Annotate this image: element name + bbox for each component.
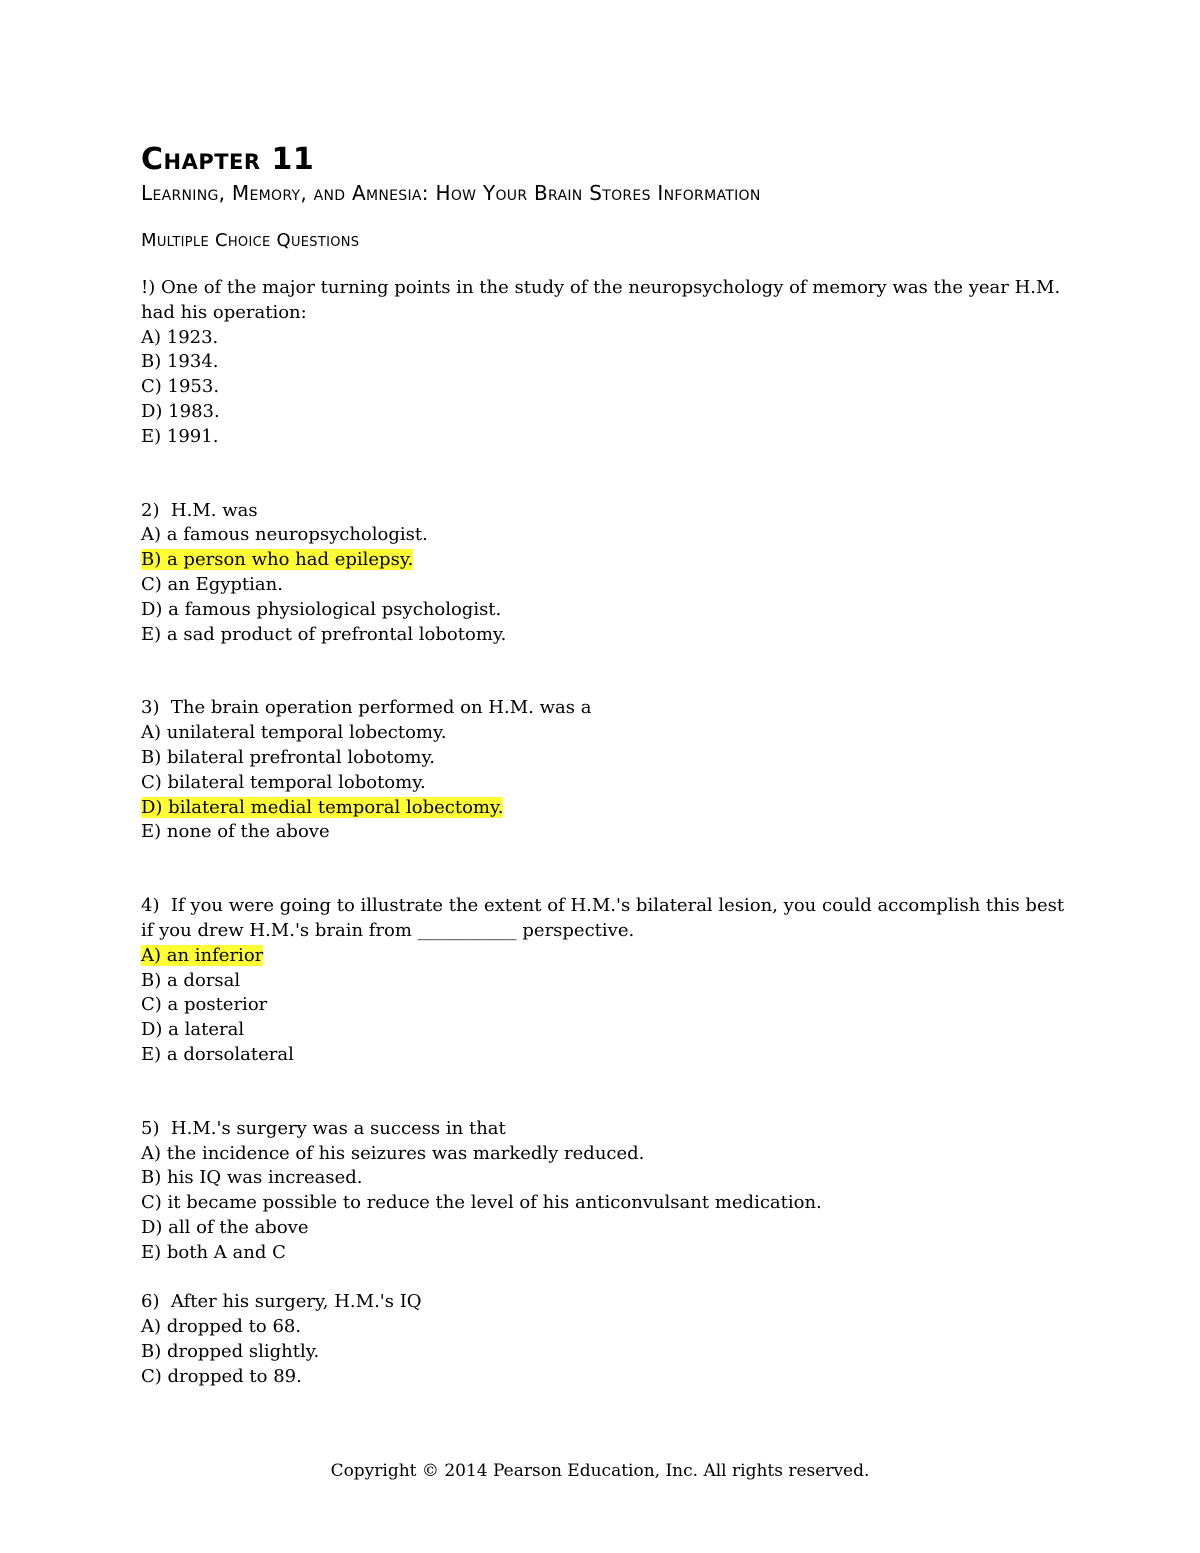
question-spacer [141, 647, 1071, 696]
option-text: D) bilateral medial temporal lobectomy. [141, 796, 504, 818]
answer-option [141, 573, 1071, 598]
answer-option [141, 598, 1071, 623]
answer-option [141, 1365, 1071, 1390]
answer-option [141, 1166, 1071, 1191]
option-text: B) dropped slightly. [141, 1340, 320, 1362]
option-text: C) it became possible to reduce the level of his anticonvulsant medication. [141, 1192, 822, 1214]
answer-option [141, 1340, 1071, 1365]
question-6 [141, 1290, 1071, 1389]
option-text: A) unilateral temporal lobectomy. [141, 722, 447, 744]
answer-option [141, 746, 1071, 771]
option-text: E) 1991. [141, 425, 219, 447]
answer-option [141, 400, 1071, 425]
option-text: C) bilateral temporal lobotomy. [141, 771, 426, 793]
question-spacer [141, 845, 1071, 894]
question-stem: 6) After his surgery, H.M.'s IQ [141, 1291, 422, 1313]
option-text: A) the incidence of his seizures was markedly reduced. [141, 1142, 645, 1164]
question-5 [141, 1117, 1071, 1266]
question-3 [141, 696, 1071, 845]
question-2 [141, 499, 1071, 648]
section-heading: Multiple Choice Questions [141, 230, 360, 251]
answer-option [141, 425, 1071, 450]
question-stem: 4) If you were going to illustrate the extent of H.M.'s bilateral lesion, you could accomplish this best if you drew H.M.'s brain from ___________ perspective. [141, 895, 1070, 941]
option-text: D) a famous physiological psychologist. [141, 598, 502, 620]
option-text: B) a person who had epilepsy. [141, 549, 414, 571]
option-text: B) his IQ was increased. [141, 1167, 363, 1189]
option-text: B) a dorsal [141, 969, 241, 991]
option-text: C) an Egyptian. [141, 573, 283, 595]
option-text: A) a famous neuropsychologist. [141, 524, 428, 546]
option-text: E) a sad product of prefrontal lobotomy. [141, 623, 507, 645]
copyright-footer: Copyright © 2014 Pearson Education, Inc. All rights reserved. [330, 1461, 870, 1481]
option-text: E) both A and C [141, 1241, 286, 1263]
question-stem: 2) H.M. was [141, 499, 258, 521]
option-text: D) all of the above [141, 1216, 309, 1238]
option-text: B) 1934. [141, 351, 219, 373]
option-text: A) an inferior [141, 944, 264, 966]
answer-option [141, 350, 1071, 375]
chapter-subtitle: Learning, Memory, and Amnesia: How Your Brain Stores Information [141, 181, 761, 205]
question-spacer [141, 1266, 1071, 1291]
answer-option [141, 820, 1071, 845]
highlighted-answer-option [141, 796, 1071, 821]
page-content [141, 140, 1071, 1389]
question-spacer [141, 450, 1071, 499]
option-text: E) none of the above [141, 821, 330, 843]
answer-option [141, 623, 1071, 648]
answer-option [141, 993, 1071, 1018]
option-text: E) a dorsolateral [141, 1043, 294, 1065]
answer-option [141, 1018, 1071, 1043]
answer-option [141, 1191, 1071, 1216]
answer-option [141, 721, 1071, 746]
question-1 [141, 276, 1071, 450]
answer-option [141, 969, 1071, 994]
question-4 [141, 894, 1071, 1068]
question-stem: !) One of the major turning points in the study of the neuropsychology of memory was the year H.M. had his operation: [141, 277, 1066, 323]
answer-option [141, 1043, 1071, 1068]
option-text: B) bilateral prefrontal lobotomy. [141, 746, 435, 768]
question-spacer [141, 1068, 1071, 1117]
highlighted-answer-option [141, 944, 1071, 969]
answer-option [141, 523, 1071, 548]
chapter-title: Chapter 11 [141, 142, 315, 177]
option-text: C) dropped to 89. [141, 1365, 302, 1387]
question-stem: 3) The brain operation performed on H.M. was a [141, 697, 592, 719]
option-text: A) 1923. [141, 326, 219, 348]
highlighted-answer-option [141, 548, 1071, 573]
option-text: C) 1953. [141, 376, 220, 398]
answer-option [141, 1315, 1071, 1340]
option-text: D) 1983. [141, 400, 220, 422]
option-text: A) dropped to 68. [141, 1316, 302, 1338]
answer-option [141, 1241, 1071, 1266]
answer-option [141, 326, 1071, 351]
option-text: D) a lateral [141, 1019, 245, 1041]
answer-option [141, 375, 1071, 400]
answer-option [141, 1142, 1071, 1167]
answer-option [141, 1216, 1071, 1241]
answer-option [141, 771, 1071, 796]
question-stem: 5) H.M.'s surgery was a success in that [141, 1117, 506, 1139]
option-text: C) a posterior [141, 994, 268, 1016]
